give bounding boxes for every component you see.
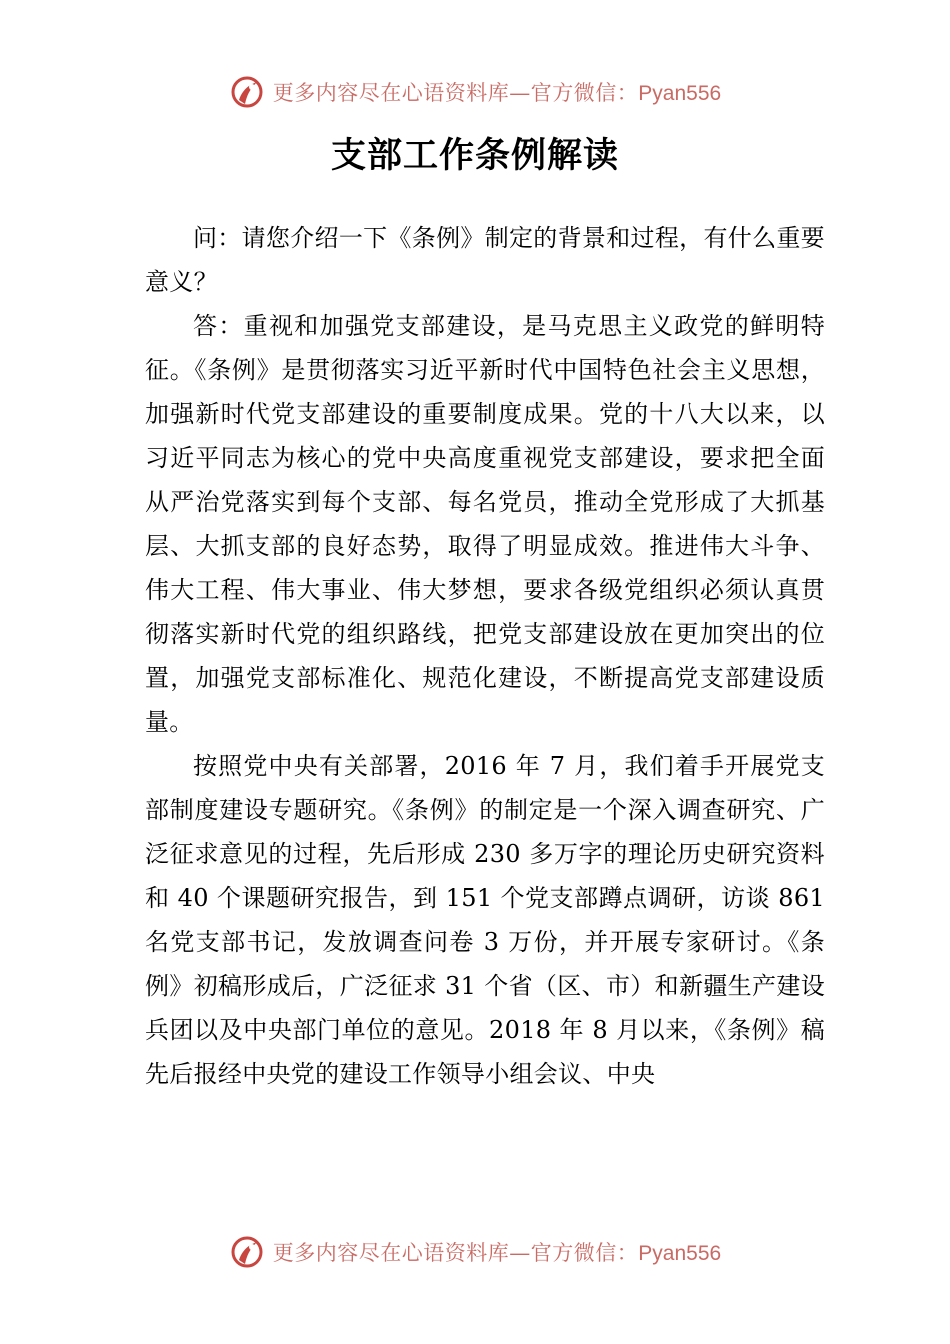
paragraph: 按照党中央有关部署，2016 年 7 月，我们着手开展党支部制度建设专题研究。《条例》的制定是一个深入调查研究、广泛征求意见的过程，先后形成 230 多万字的理论历史研究资料和 40 个课题研究报告，到 151 个党支部蹲点调研，访谈 861 名党支部书记，发放调查问卷 3 万份，并开展专家研讨。《条例》初稿形成后，广泛征求 31 个省（区、市）和新疆生产建设兵团以及中央部门单位的意见。2018 年 8 月以来，《条例》稿先后报经中央党的建设工作领导小组会议、中央 [145,752,825,1088]
logo-icon [229,1234,265,1270]
paragraph: 问：请您介绍一下《条例》制定的背景和过程，有什么重要意义？ [145,224,825,296]
footer-banner-id: Pyan556 [638,1242,722,1265]
paragraph: 答：重视和加强党支部建设，是马克思主义政党的鲜明特征。《条例》是贯彻落实习近平新时代中国特色社会主义思想，加强新时代党支部建设的重要制度成果。党的十八大以来，以习近平同志为核心的党中央高度重视党支部建设，要求把全面从严治党落实到每个支部、每名党员，推动全党形成了大抓基层、大抓支部的良好态势，取得了明显成效。推进伟大斗争、伟大工程、伟大事业、伟大梦想，要求各级党组织必须认真贯彻落实新时代党的组织路线，把党支部建设放在更加突出的位置，加强党支部标准化、规范化建设，不断提高党支部建设质量。 [145,312,825,736]
footer-banner [0,1230,950,1274]
logo-icon [229,74,265,110]
document-title: 支部工作条例解读 [330,136,619,176]
document-body [145,216,825,1096]
header-banner-text: 更多内容尽在心语资料库—官方微信：Pyan556 [272,81,722,105]
header-banner-id: Pyan556 [638,82,722,105]
header-banner [0,70,950,114]
footer-banner-text: 更多内容尽在心语资料库—官方微信：Pyan556 [272,1241,722,1265]
